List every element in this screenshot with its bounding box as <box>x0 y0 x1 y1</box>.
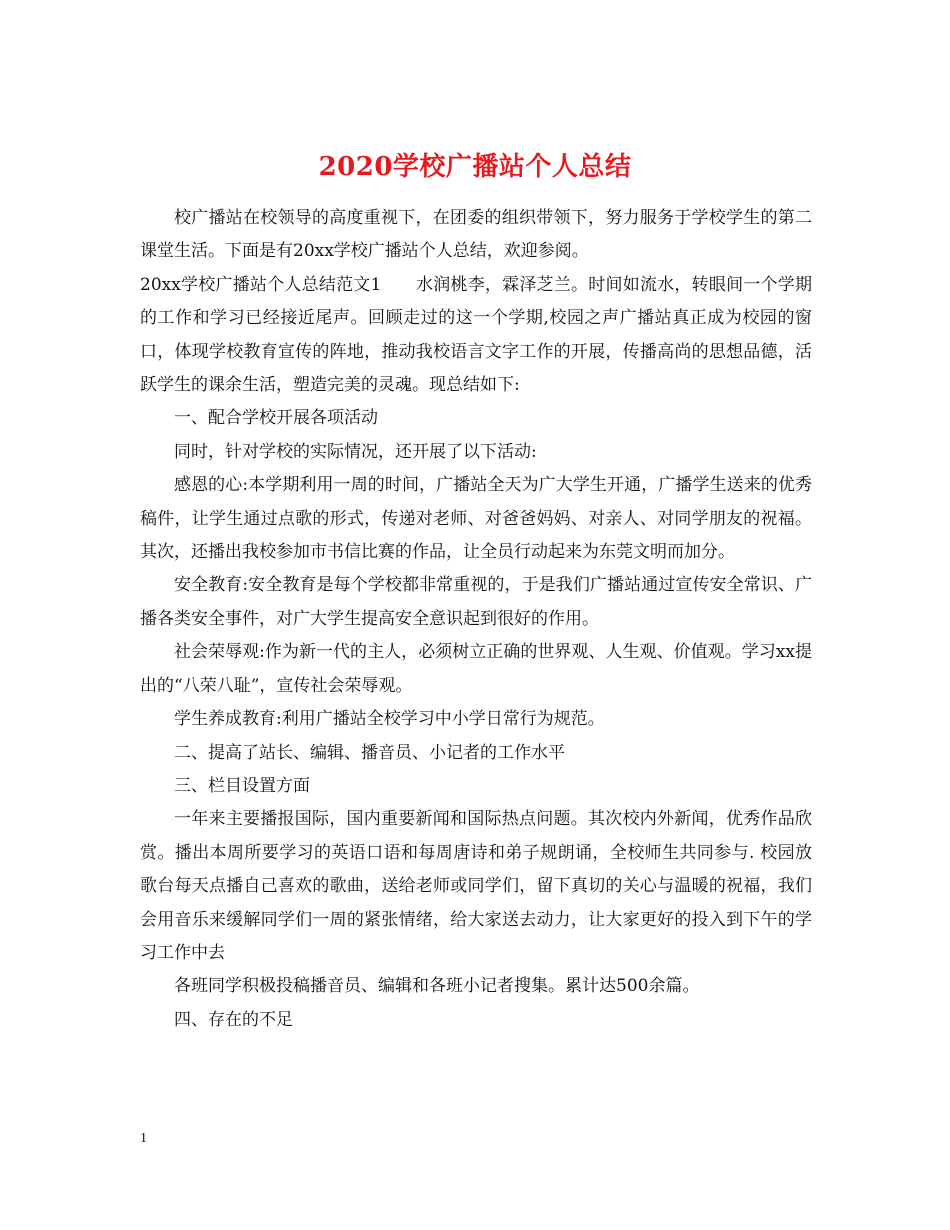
page-number: 1 <box>140 1131 147 1146</box>
body-paragraph: 一、配合学校开展各项活动 <box>174 408 378 429</box>
document-title: 2020学校广播站个人总结 <box>318 152 632 183</box>
section-heading: 四、存在的不足 <box>174 1009 293 1030</box>
body-paragraph: 学生养成教育:利用广播站全校学习中小学日常行为规范。 <box>174 709 605 730</box>
body-paragraph: 20xx学校广播站个人总结范文1 水润桃李，霖泽芝兰。时间如流水，转眼间一个学期的工作和学习已经接近尾声。回顾走过的这一个学期,校园之声广播站真正成为校园的窗口，体现学校教育宣传的阵地，推动我校语言文字工作的开展，传播高尚的思想品德，活跃学生的课余生活，塑造完美的灵魂。现总结如下: <box>140 274 812 396</box>
document-body <box>140 202 812 1037</box>
body-paragraph: 同时，针对学校的实际情况，还开展了以下活动: <box>174 441 537 462</box>
body-paragraph: 感恩的心:本学期利用一周的时间，广播站全天为广大学生开通，广播学生送来的优秀稿件，让学生通过点歌的形式，传递对老师、对爸爸妈妈、对亲人、对同学朋友的祝福。其次，还播出我校参加市书信比赛的作品，让全员行动起来为东莞文明而加分。 <box>140 475 812 563</box>
body-paragraph: 一年来主要播报国际，国内重要新闻和国际热点问题。其次校内外新闻，优秀作品欣赏。播出本周所要学习的英语口语和每周唐诗和弟子规朗诵，全校师生共同参与. 校园放歌台每天点播自己喜欢的歌曲，送给老师或同学们，留下真切的关心与温暖的祝福，我们会用音乐来缓解同学们一周的紧张情绪，给大家送去动力，让大家更好的投入到下午的学习工作中去 <box>140 809 812 963</box>
section-heading: 三、栏目设置方面 <box>174 775 310 796</box>
body-paragraph: 校广播站在校领导的高度重视下，在团委的组织带领下，努力服务于学校学生的第二课堂生活。下面是有20xx学校广播站个人总结，欢迎参阅。 <box>140 208 812 262</box>
body-paragraph: 社会荣辱观:作为新一代的主人，必须树立正确的世界观、人生观、价值观。学习xx提出的“八荣八耻”，宣传社会荣辱观。 <box>140 642 812 696</box>
body-paragraph: 各班同学积极投稿播音员、编辑和各班小记者搜集。累计达500余篇。 <box>174 976 700 997</box>
body-paragraph: 安全教育:安全教育是每个学校都非常重视的，于是我们广播站通过宣传安全常识、广播各类安全事件，对广大学生提高安全意识起到很好的作用。 <box>140 575 812 629</box>
section-heading: 二、提高了站长、编辑、播音员、小记者的工作水平 <box>174 742 565 763</box>
